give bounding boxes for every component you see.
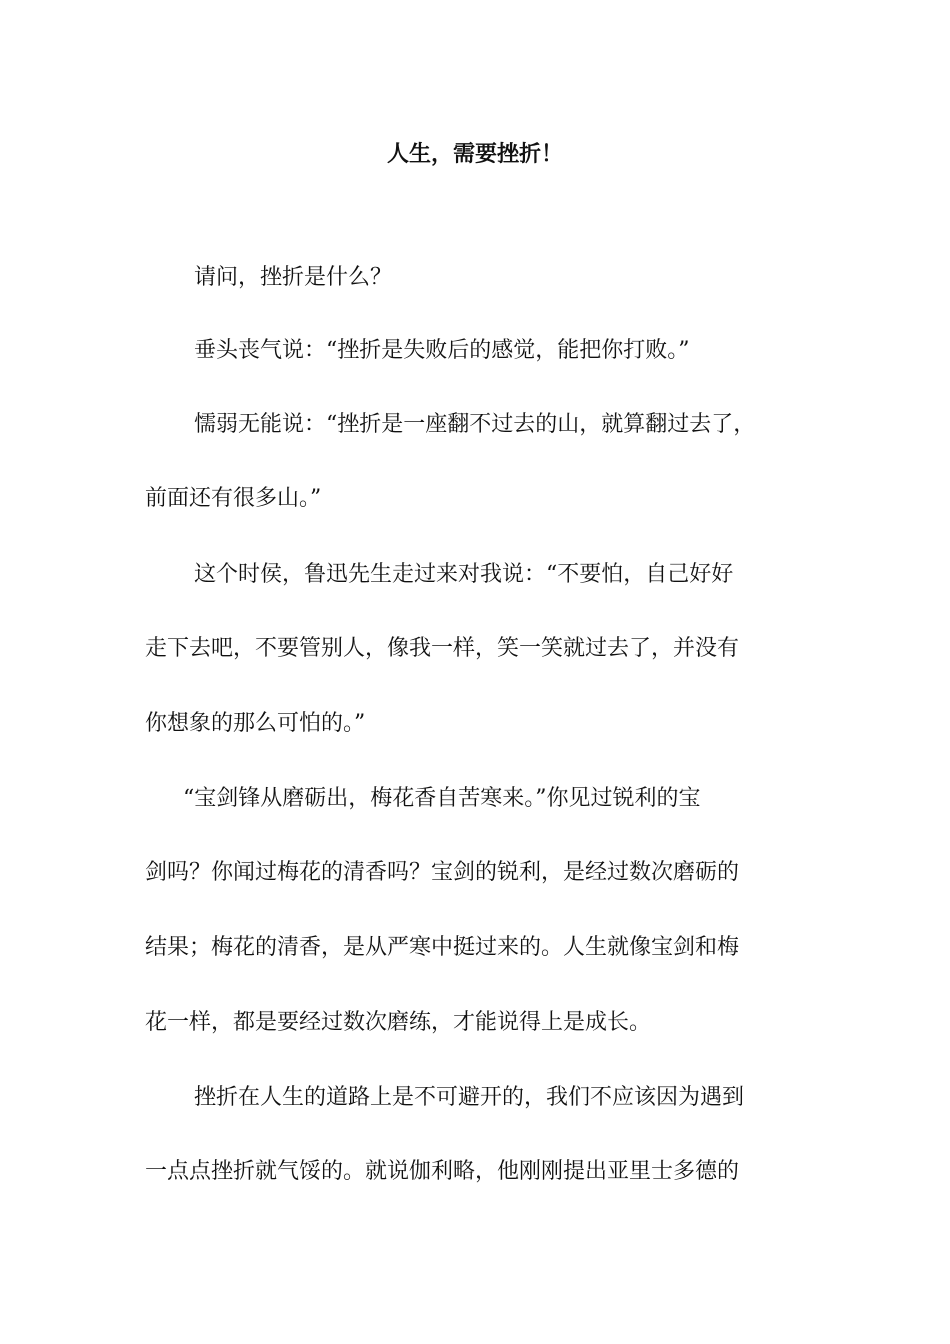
paragraph-line: 懦弱无能说：“挫折是一座翻不过去的山，就算翻过去了， <box>194 412 756 437</box>
paragraph-line: 花一样，都是要经过数次磨练，才能说得上是成长。 <box>145 1010 652 1035</box>
paragraph-line: 你想象的那么可怕的。” <box>145 711 366 736</box>
paragraph-line: 请问，挫折是什么？ <box>194 265 393 290</box>
paragraph-line: 挫折在人生的道路上是不可避开的，我们不应该因为遇到 <box>194 1085 745 1110</box>
paragraph-line: 结果；梅花的清香，是从严寒中挺过来的。人生就像宝剑和梅 <box>145 935 740 960</box>
paragraph-line: 垂头丧气说：“挫折是失败后的感觉，能把你打败。” <box>194 338 690 363</box>
paragraph-line: “宝剑锋从磨砺出，梅花香自苦寒来。”你见过锐利的宝 <box>183 786 701 811</box>
paragraph-line: 剑吗？你闻过梅花的清香吗？宝剑的锐利，是经过数次磨砺的 <box>145 860 740 885</box>
paragraph-line: 这个时侯，鲁迅先生走过来对我说：“不要怕，自己好好 <box>194 562 734 587</box>
document-title: 人生，需要挫折！ <box>386 141 563 167</box>
paragraph-line: 走下去吧，不要管别人，像我一样，笑一笑就过去了，并没有 <box>145 636 740 661</box>
paragraph-line: 一点点挫折就气馁的。就说伽利略，他刚刚提出亚里士多德的 <box>145 1159 740 1184</box>
paragraph-line: 前面还有很多山。” <box>145 486 322 511</box>
